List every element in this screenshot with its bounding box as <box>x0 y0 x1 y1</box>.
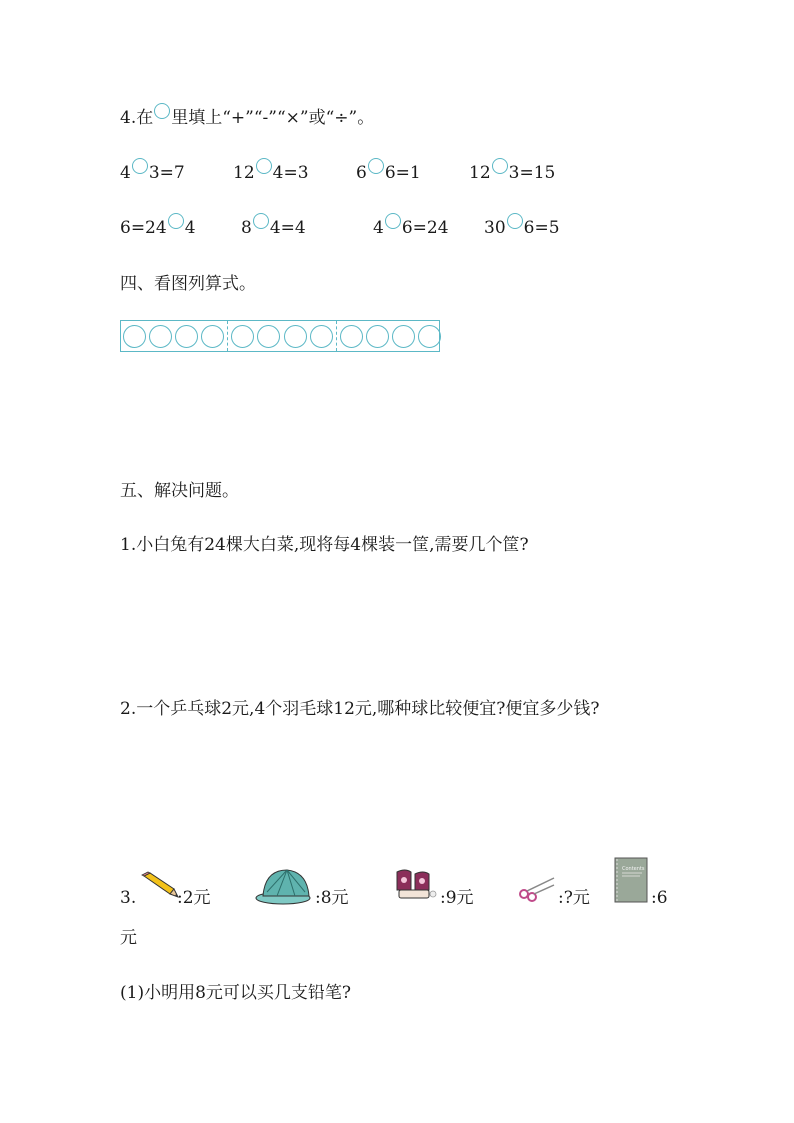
mittens-icon <box>393 868 437 904</box>
equation-3: 6 6=1 <box>356 161 421 185</box>
notebook-cover-text: Contents <box>622 866 645 872</box>
circle <box>284 325 307 348</box>
group-divider <box>336 321 337 351</box>
circle <box>175 325 198 348</box>
problem-3-number: 3. <box>120 888 137 908</box>
circle <box>123 325 146 348</box>
operator-blank[interactable] <box>132 158 148 174</box>
circle <box>340 325 363 348</box>
q4-heading-pre: 4.在 <box>120 108 154 128</box>
problem-3-part-1: (1)小明用8元可以买几支铅笔? <box>120 983 352 1003</box>
equation-5: 6=24 4 <box>120 216 196 240</box>
equation-7: 4 6=24 <box>373 216 449 240</box>
section-5-title: 五、解决问题。 <box>120 481 239 501</box>
operator-blank[interactable] <box>492 158 508 174</box>
section-4-title: 四、看图列算式。 <box>120 274 256 294</box>
equation-6: 8 4=4 <box>241 216 306 240</box>
pencil-icon <box>140 872 180 900</box>
circle <box>231 325 254 348</box>
operator-blank[interactable] <box>253 213 269 229</box>
problem-1: 1.小白兔有24棵大白菜,现将每4棵装一筐,需要几个筐? <box>120 535 529 555</box>
operator-blank[interactable] <box>256 158 272 174</box>
circle-groups-figure <box>120 320 440 352</box>
scissors-icon <box>518 876 556 902</box>
operator-blank[interactable] <box>368 158 384 174</box>
pencil-price: :2元 <box>177 888 211 908</box>
cap-icon <box>255 866 315 906</box>
notebook-price-unit: 元 <box>120 928 137 948</box>
circle <box>201 325 224 348</box>
circle <box>257 325 280 348</box>
operator-blank[interactable] <box>385 213 401 229</box>
notebook-icon <box>614 857 648 903</box>
mittens-price: :9元 <box>440 888 474 908</box>
q4-heading <box>120 106 374 130</box>
circle <box>310 325 333 348</box>
equation-1: 4 3=7 <box>120 161 185 185</box>
circle <box>366 325 389 348</box>
operator-blank[interactable] <box>168 213 184 229</box>
circle <box>418 325 441 348</box>
problem-2: 2.一个乒乓球2元,4个羽毛球12元,哪种球比较便宜?便宜多少钱? <box>120 699 600 719</box>
operator-blank[interactable] <box>507 213 523 229</box>
equation-2: 12 4=3 <box>233 161 309 185</box>
circle <box>392 325 415 348</box>
equation-4: 12 3=15 <box>469 161 555 185</box>
group-divider <box>227 321 228 351</box>
circle <box>149 325 172 348</box>
q4-heading-post: 里填上“+”“-”“×”或“÷”。 <box>171 108 375 128</box>
notebook-price: :6 <box>651 888 668 908</box>
cap-price: :8元 <box>315 888 349 908</box>
blank-circle[interactable] <box>154 103 170 119</box>
scissors-price: :?元 <box>558 888 590 908</box>
equation-8: 30 6=5 <box>484 216 560 240</box>
